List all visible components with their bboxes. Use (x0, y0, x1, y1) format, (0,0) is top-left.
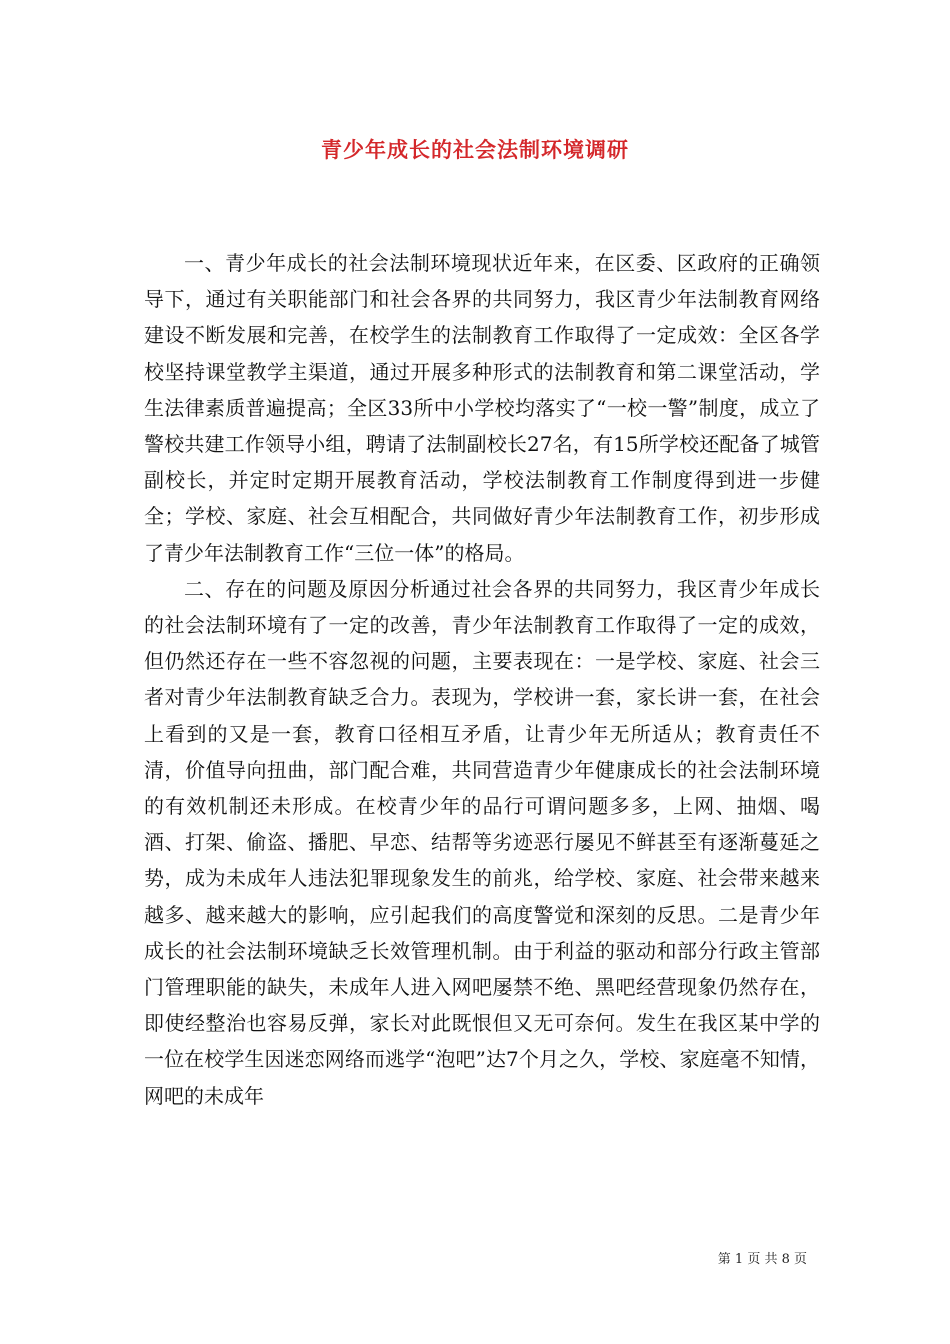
document-body (144, 245, 820, 1114)
paragraph-1: 一、青少年成长的社会法制环境现状近年来，在区委、区政府的正确领导下，通过有关职能部门和社会各界的共同努力，我区青少年法制教育网络建设不断发展和完善，在校学生的法制教育工作取得了一定成效：全区各学校坚持课堂教学主渠道，通过开展多种形式的法制教育和第二课堂活动，学生法律素质普遍提高；全区33所中小学校均落实了“一校一警”制度，成立了警校共建工作领导小组，聘请了法制副校长27名，有15所学校还配备了城管副校长，并定时定期开展教育活动，学校法制教育工作制度得到进一步健全；学校、家庭、社会互相配合，共同做好青少年法制教育工作，初步形成了青少年法制教育工作“三位一体”的格局。 (144, 251, 820, 565)
paragraph-2: 二、存在的问题及原因分析通过社会各界的共同努力，我区青少年成长的社会法制环境有了一定的改善，青少年法制教育工作取得了一定的成效，但仍然还存在一些不容忽视的问题，主要表现在：一是学校、家庭、社会三者对青少年法制教育缺乏合力。表现为，学校讲一套，家长讲一套，在社会上看到的又是一套，教育口径相互矛盾，让青少年无所适从；教育责任不清，价值导向扭曲，部门配合难，共同营造青少年健康成长的社会法制环境的有效机制还未形成。在校青少年的品行可谓问题多多，上网、抽烟、喝酒、打架、偷盗、播肥、早恋、结帮等劣迹恶行屡见不鲜甚至有逐渐蔓延之势，成为未成年人违法犯罪现象发生的前兆，给学校、家庭、社会带来越来越多、越来越大的影响，应引起我们的高度警觉和深刻的反思。二是青少年成长的社会法制环境缺乏长效管理机制。由于利益的驱动和部分行政主管部门管理职能的缺失，未成年人进入网吧屡禁不绝、黑吧经营现象仍然存在，即使经整治也容易反弹，家长对此既恨但又无可奈何。发生在我区某中学的一位在校学生因迷恋网络而逃学“泡吧”达7个月之久，学校、家庭毫不知情，网吧的未成年 (144, 576, 820, 1108)
page-number: 第 1 页 共 8 页 (717, 1252, 807, 1267)
document-title: 青少年成长的社会法制环境调研 (321, 137, 629, 162)
